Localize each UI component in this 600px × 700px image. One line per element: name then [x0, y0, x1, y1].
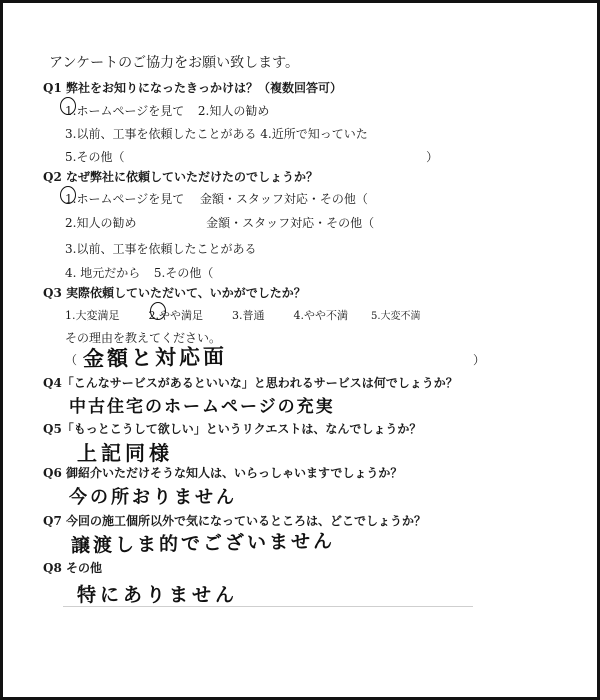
q3-option-3: 3.普通 [232, 309, 265, 322]
q1-option-5-close: ） [426, 150, 439, 164]
q3-reason-open-paren: （ [65, 353, 78, 367]
q8-handwritten-answer: 特にありません [77, 584, 239, 606]
q2-options-row2 [65, 215, 374, 231]
q7-handwritten-answer: 譲渡しま的でございません [70, 530, 336, 557]
q2-option-2: 2.知人の勧め [65, 216, 137, 230]
q2-option-3: 3.以前、工事を依頼したことがある [65, 242, 257, 256]
survey-title: アンケートのご協力をお願い致します。 [49, 55, 300, 71]
q3-option-1: 1.大変満足 [65, 309, 120, 322]
q1-question: Q1 弊社をお知りになったきっかけは？（複数回答可） [43, 81, 342, 95]
q6-question: Q6 御紹介いただけそうな知人は、いらっしゃいますでしょうか？ [43, 466, 403, 480]
q3-option-2: 2.やや満足 [148, 309, 203, 322]
q1-option-5: 5.その他（ [65, 150, 125, 164]
q1-options-row2 [65, 126, 368, 142]
q1-option-2: 2.知人の勧め [197, 104, 270, 118]
page-bottom-divider [63, 606, 473, 607]
q1-options-row3 [65, 149, 438, 165]
q1-options-row1 [65, 103, 269, 119]
q1-option-1: 1.ホームページを見て [65, 104, 185, 118]
q2-option-4: 4. 地元だから [65, 266, 141, 280]
q2-options-row1 [65, 191, 368, 207]
q6-handwritten-answer: 今の所おりません [69, 487, 237, 508]
q2-question: Q2 なぜ弊社に依頼していただけたのでしょうか？ [43, 170, 318, 184]
q1-option-4: 4.近所で知っていた [260, 127, 368, 141]
q4-handwritten-answer: 中古住宅のホームページの充実 [69, 397, 335, 417]
q2-option-2-detail: 金額・スタッフ対応・その他（ [206, 216, 375, 230]
q5-question: Q5「もっとこうして欲しい」というリクエストは、なんでしょうか？ [43, 422, 422, 436]
q3-option-4: 4.やや不満 [293, 309, 348, 322]
q3-handwritten-answer: 金額と対応面 [82, 344, 228, 371]
q2-option-1-detail: 金額・スタッフ対応・その他（ [199, 192, 368, 206]
q2-option-1: 1.ホームページを見て [65, 192, 185, 206]
q1-option-3: 3.以前、工事を依頼したことがある [65, 127, 257, 141]
q3-question: Q3 実際依頼していただいて、いかがでしたか？ [43, 286, 306, 300]
q4-question: Q4「こんなサービスがあるといいな」と思われるサービスは何でしょうか？ [43, 376, 458, 390]
q3-option-5: 5.大変不満 [371, 311, 421, 322]
q3-reason-prompt: その理由を教えてください。 [65, 331, 222, 345]
q5-handwritten-answer: 上記同様 [77, 441, 173, 465]
q2-options-row4 [65, 265, 213, 281]
q8-question: Q8 その他 [43, 561, 102, 575]
q2-option-5: 5.その他（ [153, 266, 214, 280]
q7-question: Q7 今回の施工個所以外で気になっているところは、どこでしょうか？ [43, 514, 426, 528]
q3-option-2-selection-circle [150, 302, 166, 320]
q1-option-1-selection-circle [60, 97, 76, 115]
q3-reason-close-paren: ） [473, 353, 486, 367]
q2-option-1-selection-circle [60, 186, 76, 204]
q3-options-row [65, 308, 421, 325]
